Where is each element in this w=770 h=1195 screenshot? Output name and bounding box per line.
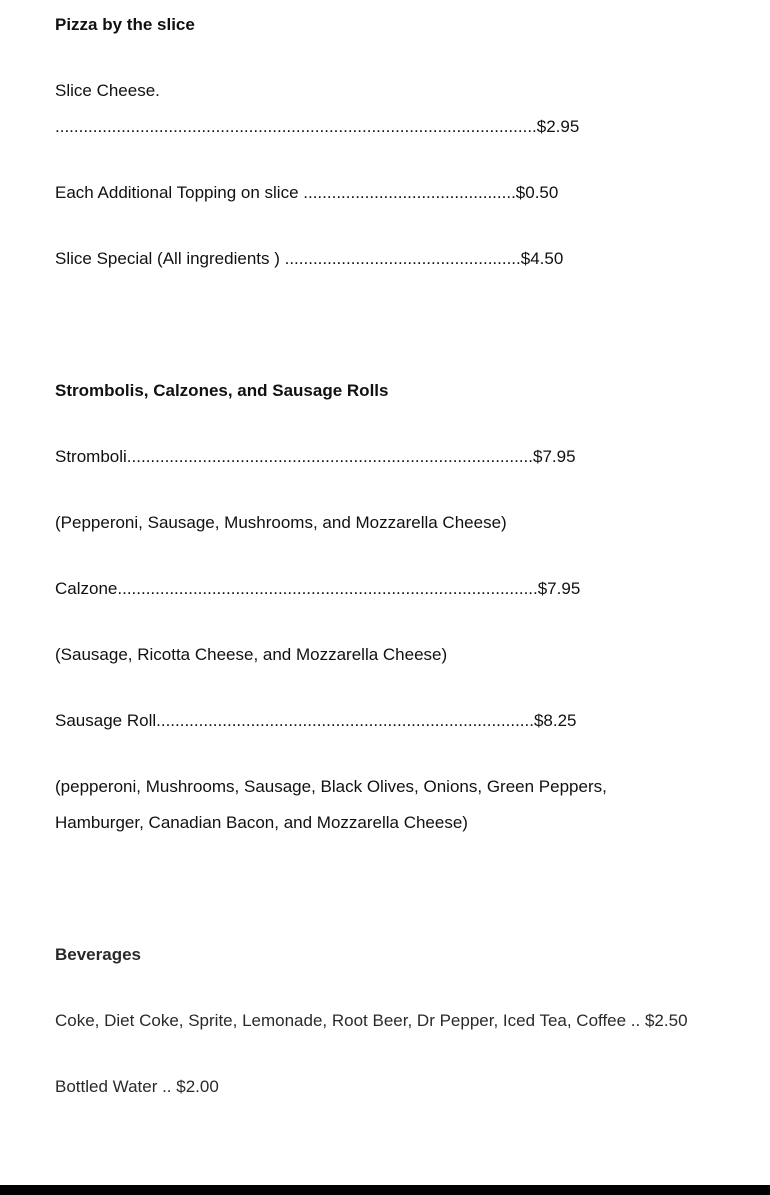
menu-item-stromboli-description: (Pepperoni, Sausage, Mushrooms, and Mozzarella Cheese) xyxy=(55,513,507,532)
menu-item-bottled-water: Bottled Water .. $2.00 xyxy=(55,1077,219,1096)
menu-item-sausage-roll-description-line-1: (pepperoni, Mushrooms, Sausage, Black Olives, Onions, Green Peppers, xyxy=(55,777,607,796)
menu-item-stromboli: Stromboli......................................................................................$7.95 xyxy=(55,447,576,466)
bottom-bar xyxy=(0,1185,770,1195)
menu-item-calzone: Calzone.........................................................................................$7.95 xyxy=(55,579,581,598)
menu-item-slice-cheese: Slice Cheese. xyxy=(55,81,160,100)
menu-item-sausage-roll-description-line-2: Hamburger, Canadian Bacon, and Mozzarella Cheese) xyxy=(55,813,468,832)
menu-item-slice-special: Slice Special (All ingredients ) ..................................................$4.50 xyxy=(55,249,564,268)
section-heading-pizza: Pizza by the slice xyxy=(55,15,195,34)
menu-item-slice-cheese-price: ......................................................................................................$2.95 xyxy=(55,117,580,136)
section-heading-beverages: Beverages xyxy=(55,945,142,964)
menu-item-sodas: Coke, Diet Coke, Sprite, Lemonade, Root Beer, Dr Pepper, Iced Tea, Coffee .. $2.50 xyxy=(55,1011,688,1030)
menu-item-additional-topping: Each Additional Topping on slice .............................................$0.50 xyxy=(55,183,559,202)
menu-item-calzone-description: (Sausage, Ricotta Cheese, and Mozzarella Cheese) xyxy=(55,645,448,664)
section-heading-strombolis: Strombolis, Calzones, and Sausage Rolls xyxy=(55,381,389,400)
menu-item-sausage-roll: Sausage Roll................................................................................$8.25 xyxy=(55,711,577,730)
